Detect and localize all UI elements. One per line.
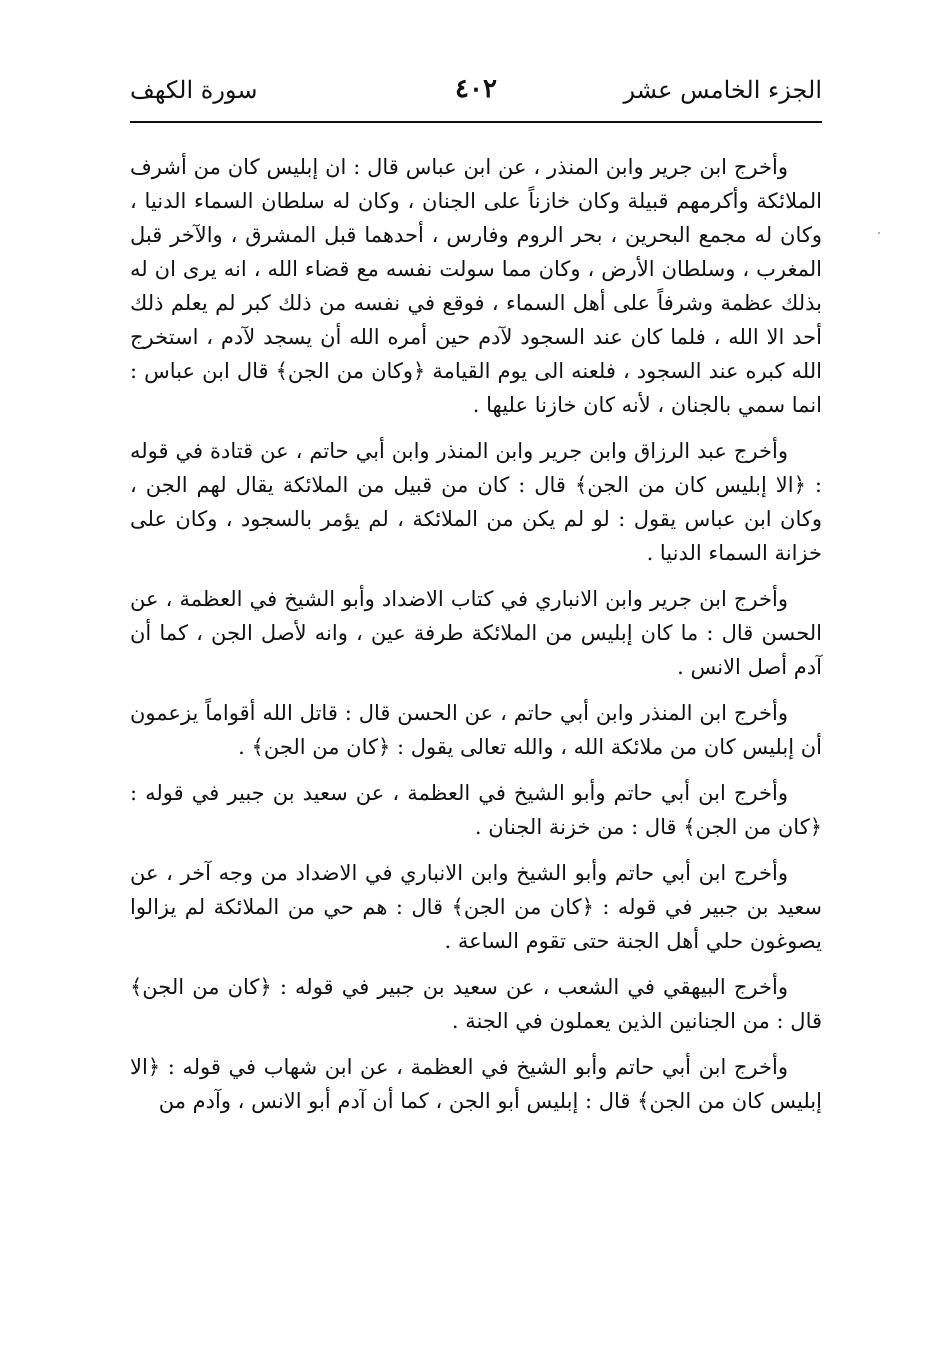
- paragraph: وأخرج ابن أبي حاتم وأبو الشيخ في العظمة ، عن سعيد بن جبير في قوله : ﴿كان من الجن﴾ قال : من خزنة الجنان .: [130, 781, 822, 839]
- surah-title: سورة الكهف: [130, 76, 258, 104]
- margin-speck: [878, 232, 880, 234]
- paragraph: وأخرج عبد الرزاق وابن جرير وابن المنذر وابن أبي حاتم ، عن قتادة في قوله : ﴿الا إبليس كان من الجن﴾ قال : كان من قبيل من الملائكة يقال لهم الجن ، وكان ابن عباس يقول : لو لم يكن من الملائكة ، لم يؤمر بالسجود ، وكان على خزانة السماء الدنيا .: [130, 439, 822, 565]
- header-divider: [130, 121, 822, 123]
- part-title: الجزء الخامس عشر: [623, 76, 822, 104]
- page-header: [130, 72, 822, 116]
- paragraph: وأخرج ابن أبي حاتم وأبو الشيخ في العظمة ، عن ابن شهاب في قوله : ﴿الا إبليس كان من الجن﴾ قال : إبليس أبو الجن ، كما أن آدم أبو الانس ، وآدم من: [130, 1055, 822, 1113]
- paragraph: وأخرج ابن أبي حاتم وأبو الشيخ وابن الانباري في الاضداد من وجه آخر ، عن سعيد بن جبير في قوله : ﴿كان من الجن﴾ قال : هم حي من الملائكة لم يزالوا يصوغون حلي أهل الجنة حتى تقوم الساعة .: [130, 861, 822, 953]
- paragraph: وأخرج البيهقي في الشعب ، عن سعيد بن جبير في قوله : ﴿كان من الجن﴾ قال : من الجنانين الذين يعملون في الجنة .: [130, 975, 822, 1033]
- paragraph: وأخرج ابن جرير وابن المنذر ، عن ابن عباس قال : ان إبليس كان من أشرف الملائكة وأكرمهم قبيلة وكان خازناً على الجنان ، وكان له سلطان السماء الدنيا ، وكان له مجمع البحرين ، بحر الروم وفارس ، أحدهما قبل المشرق ، والآخر قبل المغرب ، وسلطان الأرض ، وكان مما سولت نفسه مع قضاء الله ، انه يرى ان له بذلك عظمة وشرفاً على أهل السماء ، فوقع في نفسه من ذلك كبر لم يعلم ذلك أحد الا الله ، فلما كان عند السجود لآدم حين أمره الله أن يسجد لآدم ، استخرج الله كبره عند السجود ، فلعنه الى يوم القيامة ﴿وكان من الجن﴾ قال ابن عباس : انما سمي بالجنان ، لأنه كان خازنا عليها .: [130, 155, 822, 417]
- page-body: [130, 150, 822, 1130]
- page-number: ٤٠٢: [455, 74, 497, 104]
- paragraph: وأخرج ابن جرير وابن الانباري في كتاب الاضداد وأبو الشيخ في العظمة ، عن الحسن قال : ما كان إبليس من الملائكة طرفة عين ، وانه لأصل الجن ، كما أن آدم أصل الانس .: [130, 587, 822, 679]
- paragraph: وأخرج ابن المنذر وابن أبي حاتم ، عن الحسن قال : قاتل الله أقواماً يزعمون أن إبليس كان من ملائكة الله ، والله تعالى يقول : ﴿كان من الجن﴾ .: [130, 701, 822, 759]
